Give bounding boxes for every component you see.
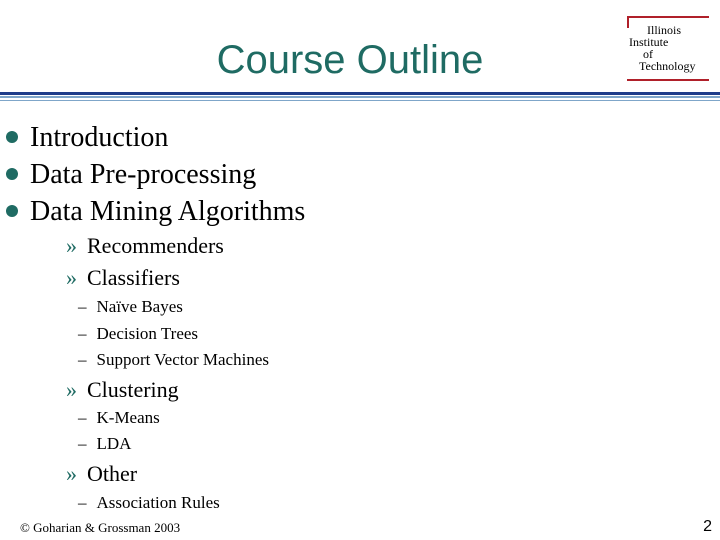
sub-sub-list-item bbox=[78, 324, 198, 344]
bullet-dot-icon bbox=[6, 131, 18, 143]
dash-icon: – bbox=[78, 493, 87, 512]
sub-sub-list-item bbox=[78, 350, 269, 370]
list-item bbox=[6, 122, 168, 154]
list-item bbox=[6, 159, 256, 191]
dash-icon: – bbox=[78, 324, 87, 343]
sub-sub-bullet-text: Support Vector Machines bbox=[96, 350, 269, 369]
sub-bullet-text: Classifiers bbox=[87, 265, 180, 290]
sub-bullet-text: Recommenders bbox=[87, 233, 224, 258]
footer-copyright: © Goharian & Grossman 2003 bbox=[20, 520, 181, 535]
dash-icon: – bbox=[78, 350, 87, 369]
sub-sub-list-item bbox=[78, 493, 220, 513]
sub-bullet-text: Clustering bbox=[87, 377, 179, 402]
dash-icon: – bbox=[78, 434, 87, 453]
sub-sub-bullet-text: Decision Trees bbox=[96, 324, 199, 343]
sub-sub-list-item bbox=[78, 434, 131, 454]
sub-sub-bullet-text: Naïve Bayes bbox=[96, 297, 183, 316]
bullet-dot-icon bbox=[6, 205, 18, 217]
logo-text-line2: Institute bbox=[629, 35, 669, 49]
iit-logo bbox=[623, 16, 709, 82]
double-chevron-icon: » bbox=[66, 461, 77, 486]
slide-title: Course Outline bbox=[216, 38, 484, 82]
bullet-dot-icon bbox=[6, 168, 18, 180]
logo-side-rule bbox=[627, 16, 629, 28]
double-chevron-icon: » bbox=[66, 377, 77, 402]
dash-icon: – bbox=[78, 408, 87, 427]
header-rule-thin bbox=[0, 100, 720, 101]
bullet-text: Data Pre-processing bbox=[30, 159, 257, 190]
sub-list-item bbox=[66, 377, 179, 403]
sub-sub-bullet-text: Association Rules bbox=[96, 493, 220, 512]
logo-bottom-rule bbox=[627, 79, 709, 81]
bullet-text: Data Mining Algorithms bbox=[30, 196, 306, 227]
sub-bullet-text: Other bbox=[87, 461, 138, 486]
list-item bbox=[6, 196, 305, 228]
sub-sub-list-item bbox=[78, 408, 160, 428]
sub-list-item bbox=[66, 233, 224, 259]
sub-list-item bbox=[66, 461, 137, 487]
logo-top-rule bbox=[627, 16, 709, 18]
sub-list-item bbox=[66, 265, 180, 291]
sub-sub-list-item bbox=[78, 297, 183, 317]
sub-sub-bullet-text: LDA bbox=[96, 434, 132, 453]
header-rule-light bbox=[0, 96, 720, 98]
logo-text-line1: Illinois bbox=[647, 23, 682, 37]
dash-icon: – bbox=[78, 297, 87, 316]
logo-text-line3: of bbox=[643, 47, 653, 61]
double-chevron-icon: » bbox=[66, 265, 77, 290]
logo-text-line4: Technology bbox=[639, 59, 696, 73]
sub-sub-bullet-text: K-Means bbox=[96, 408, 160, 427]
header-rule-dark bbox=[0, 92, 720, 95]
double-chevron-icon: » bbox=[66, 233, 77, 258]
page-number: 2 bbox=[703, 518, 712, 535]
bullet-text: Introduction bbox=[30, 122, 169, 153]
